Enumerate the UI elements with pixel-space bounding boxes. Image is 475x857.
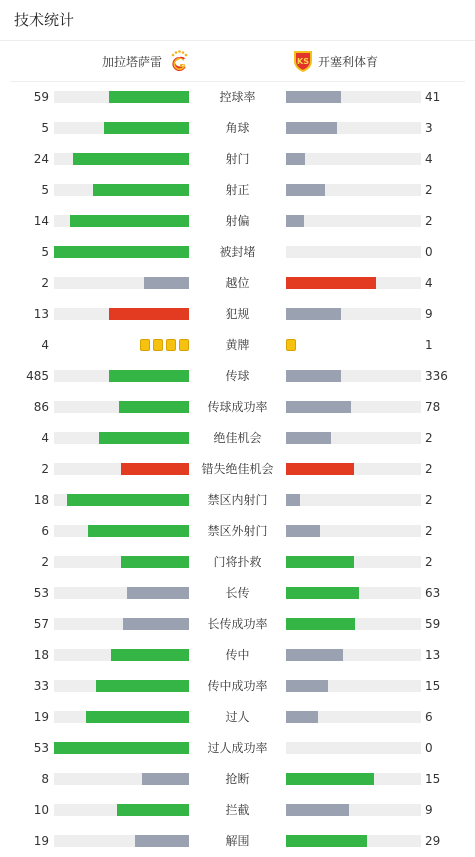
home-value: 13 <box>33 307 49 321</box>
page-title: 技术统计 <box>14 11 75 29</box>
home-bar-fill <box>109 91 189 103</box>
away-bar-track <box>286 618 421 630</box>
home-value: 6 <box>41 524 49 538</box>
home-bar-fill <box>96 680 189 692</box>
stat-label: 黄牌 <box>225 338 250 352</box>
stat-row <box>0 175 475 206</box>
away-bar-track <box>286 587 421 599</box>
away-value: 2 <box>425 183 433 197</box>
home-bar-track <box>54 184 189 196</box>
home-value: 59 <box>33 90 49 104</box>
home-bar-fill <box>88 525 189 537</box>
home-bar-track <box>54 525 189 537</box>
away-value: 9 <box>425 307 433 321</box>
away-bar-track <box>286 804 421 816</box>
stat-row <box>0 733 475 764</box>
stat-row <box>0 578 475 609</box>
stat-label: 犯规 <box>225 307 250 321</box>
stat-row <box>0 702 475 733</box>
stat-label: 射偏 <box>225 214 250 228</box>
home-bar-track <box>54 680 189 692</box>
away-bar-track <box>286 277 421 289</box>
away-bar-track <box>286 308 421 320</box>
home-value: 4 <box>41 431 49 445</box>
home-bar-track <box>54 835 189 847</box>
home-value: 2 <box>41 462 49 476</box>
kayserispor-crest-icon <box>292 49 314 73</box>
stat-label: 抢断 <box>225 772 250 786</box>
away-team[interactable] <box>292 41 378 81</box>
stat-row <box>0 671 475 702</box>
away-value: 2 <box>425 462 433 476</box>
away-value: 4 <box>425 152 433 166</box>
stat-label: 被封堵 <box>219 245 256 259</box>
away-bar-track <box>286 742 421 754</box>
stat-label: 禁区内射门 <box>207 493 268 507</box>
home-bar-fill <box>104 122 189 134</box>
away-bar-track <box>286 122 421 134</box>
away-bar-track <box>286 246 421 258</box>
stat-row <box>0 206 475 237</box>
galatasaray-crest-icon <box>168 49 190 73</box>
away-bar-track <box>286 91 421 103</box>
stat-label: 过人 <box>225 710 250 724</box>
away-bar-track <box>286 153 421 165</box>
away-bar-fill <box>286 804 349 816</box>
home-bar-track <box>54 463 189 475</box>
home-value: 10 <box>33 803 49 817</box>
stat-label: 传球成功率 <box>207 400 268 414</box>
away-bar-fill <box>286 308 341 320</box>
away-bar-fill <box>286 401 351 413</box>
stat-label: 越位 <box>225 276 250 290</box>
away-value: 2 <box>425 214 433 228</box>
away-bar-fill <box>286 370 341 382</box>
home-bar-fill <box>135 835 189 847</box>
away-value: 15 <box>425 772 441 786</box>
away-yellow-cards <box>286 339 296 351</box>
away-bar-fill <box>286 215 304 227</box>
away-bar-fill <box>286 680 328 692</box>
away-bar-fill <box>286 277 376 289</box>
home-value: 14 <box>33 214 49 228</box>
away-value: 2 <box>425 493 433 507</box>
home-value: 2 <box>41 276 49 290</box>
home-bar-track <box>54 618 189 630</box>
home-bar-track <box>54 370 189 382</box>
stat-row <box>0 392 475 423</box>
away-value: 59 <box>425 617 441 631</box>
stat-row <box>0 361 475 392</box>
away-bar-track <box>286 649 421 661</box>
away-bar-track <box>286 463 421 475</box>
away-value: 2 <box>425 524 433 538</box>
stat-label: 射正 <box>225 183 250 197</box>
away-bar-track <box>286 432 421 444</box>
stat-row <box>0 423 475 454</box>
home-value: 86 <box>33 400 49 414</box>
stat-label: 禁区外射门 <box>207 524 268 538</box>
stat-row <box>0 640 475 671</box>
home-value: 4 <box>41 338 49 352</box>
away-bar-fill <box>286 463 354 475</box>
away-value: 2 <box>425 555 433 569</box>
away-value: 9 <box>425 803 433 817</box>
away-value: 78 <box>425 400 441 414</box>
stat-row <box>0 547 475 578</box>
away-value: 336 <box>425 369 448 383</box>
stat-row <box>0 609 475 640</box>
home-bar-track <box>54 432 189 444</box>
stat-row <box>0 330 475 361</box>
home-bar-track <box>54 401 189 413</box>
yellow-card-icon <box>179 339 189 351</box>
stat-label: 解围 <box>225 834 250 848</box>
away-bar-fill <box>286 556 354 568</box>
home-bar-track <box>54 773 189 785</box>
home-bar-fill <box>109 308 189 320</box>
away-value: 3 <box>425 121 433 135</box>
away-value: 15 <box>425 679 441 693</box>
home-yellow-cards <box>140 339 189 351</box>
away-bar-fill <box>286 711 318 723</box>
away-bar-fill <box>286 494 300 506</box>
home-value: 33 <box>33 679 49 693</box>
away-value: 29 <box>425 834 441 848</box>
home-bar-fill <box>67 494 189 506</box>
stat-label: 射门 <box>225 152 250 166</box>
home-bar-track <box>54 587 189 599</box>
home-value: 53 <box>33 741 49 755</box>
stat-label: 长传 <box>225 586 250 600</box>
away-bar-fill <box>286 184 325 196</box>
away-team-name: 开塞利体育 <box>318 54 379 69</box>
away-bar-track <box>286 556 421 568</box>
stat-row <box>0 113 475 144</box>
away-bar-track <box>286 401 421 413</box>
away-bar-fill <box>286 773 374 785</box>
away-bar-track <box>286 711 421 723</box>
yellow-card-icon <box>153 339 163 351</box>
stat-row <box>0 826 475 857</box>
stat-label: 过人成功率 <box>207 741 268 755</box>
stat-row <box>0 237 475 268</box>
home-bar-fill <box>121 556 189 568</box>
stat-label: 长传成功率 <box>207 617 268 631</box>
away-value: 0 <box>425 245 433 259</box>
stat-label: 角球 <box>225 121 250 135</box>
stat-row <box>0 516 475 547</box>
home-value: 18 <box>33 648 49 662</box>
stat-row <box>0 82 475 113</box>
home-value: 19 <box>33 834 49 848</box>
away-bar-fill <box>286 835 367 847</box>
away-value: 41 <box>425 90 441 104</box>
home-bar-track <box>54 215 189 227</box>
away-bar-fill <box>286 649 343 661</box>
home-value: 2 <box>41 555 49 569</box>
home-value: 53 <box>33 586 49 600</box>
away-value: 13 <box>425 648 441 662</box>
away-bar-fill <box>286 587 359 599</box>
svg-text:KS: KS <box>297 57 309 66</box>
stat-label: 控球率 <box>219 90 256 104</box>
home-bar-fill <box>109 370 189 382</box>
stat-row <box>0 144 475 175</box>
home-bar-fill <box>127 587 189 599</box>
home-bar-track <box>54 711 189 723</box>
home-value: 5 <box>41 245 49 259</box>
away-bar-fill <box>286 153 305 165</box>
home-bar-fill <box>70 215 189 227</box>
home-bar-track <box>54 649 189 661</box>
home-bar-fill <box>111 649 189 661</box>
home-bar-track <box>54 494 189 506</box>
away-bar-track <box>286 680 421 692</box>
away-bar-track <box>286 370 421 382</box>
stat-label: 传中 <box>225 648 250 662</box>
home-bar-fill <box>73 153 189 165</box>
home-bar-track <box>54 308 189 320</box>
home-bar-fill <box>142 773 189 785</box>
home-value: 19 <box>33 710 49 724</box>
stat-label: 错失绝佳机会 <box>201 462 274 476</box>
away-bar-track <box>286 835 421 847</box>
home-bar-track <box>54 153 189 165</box>
yellow-card-icon <box>286 339 296 351</box>
away-bar-fill <box>286 432 331 444</box>
stat-label: 传球 <box>225 369 250 383</box>
yellow-card-icon <box>140 339 150 351</box>
home-bar-fill <box>119 401 189 413</box>
home-value: 18 <box>33 493 49 507</box>
away-bar-track <box>286 184 421 196</box>
stat-label: 绝佳机会 <box>213 431 262 445</box>
home-bar-fill <box>144 277 189 289</box>
home-bar-track <box>54 122 189 134</box>
home-bar-fill <box>54 742 189 754</box>
away-bar-track <box>286 215 421 227</box>
away-bar-track <box>286 494 421 506</box>
home-bar-fill <box>54 246 189 258</box>
home-bar-fill <box>123 618 189 630</box>
away-bar-track <box>286 773 421 785</box>
stat-label: 门将扑救 <box>213 555 262 569</box>
away-value: 63 <box>425 586 441 600</box>
away-value: 0 <box>425 741 433 755</box>
stat-row <box>0 299 475 330</box>
home-value: 24 <box>33 152 49 166</box>
away-bar-fill <box>286 618 355 630</box>
home-bar-fill <box>86 711 189 723</box>
away-value: 6 <box>425 710 433 724</box>
home-bar-fill <box>99 432 189 444</box>
yellow-card-icon <box>166 339 176 351</box>
home-bar-track <box>54 277 189 289</box>
away-value: 2 <box>425 431 433 445</box>
stat-row <box>0 454 475 485</box>
away-bar-fill <box>286 525 320 537</box>
stat-row <box>0 764 475 795</box>
home-value: 57 <box>33 617 49 631</box>
home-bar-track <box>54 246 189 258</box>
home-team[interactable] <box>102 41 190 81</box>
away-bar-fill <box>286 91 341 103</box>
away-value: 4 <box>425 276 433 290</box>
home-bar-track <box>54 804 189 816</box>
home-bar-fill <box>121 463 189 475</box>
away-bar-fill <box>286 122 337 134</box>
stat-row <box>0 795 475 826</box>
home-value: 8 <box>41 772 49 786</box>
away-bar-track <box>286 525 421 537</box>
home-value: 485 <box>26 369 49 383</box>
team-header <box>10 41 465 82</box>
home-value: 5 <box>41 183 49 197</box>
home-bar-track <box>54 91 189 103</box>
stat-label: 拦截 <box>225 803 250 817</box>
home-bar-fill <box>93 184 189 196</box>
home-team-name: 加拉塔萨雷 <box>102 54 163 69</box>
home-value: 5 <box>41 121 49 135</box>
home-bar-track <box>54 556 189 568</box>
stat-label: 传中成功率 <box>207 679 268 693</box>
home-bar-track <box>54 742 189 754</box>
home-bar-fill <box>117 804 189 816</box>
stat-row <box>0 485 475 516</box>
away-value: 1 <box>425 338 433 352</box>
stat-row <box>0 268 475 299</box>
